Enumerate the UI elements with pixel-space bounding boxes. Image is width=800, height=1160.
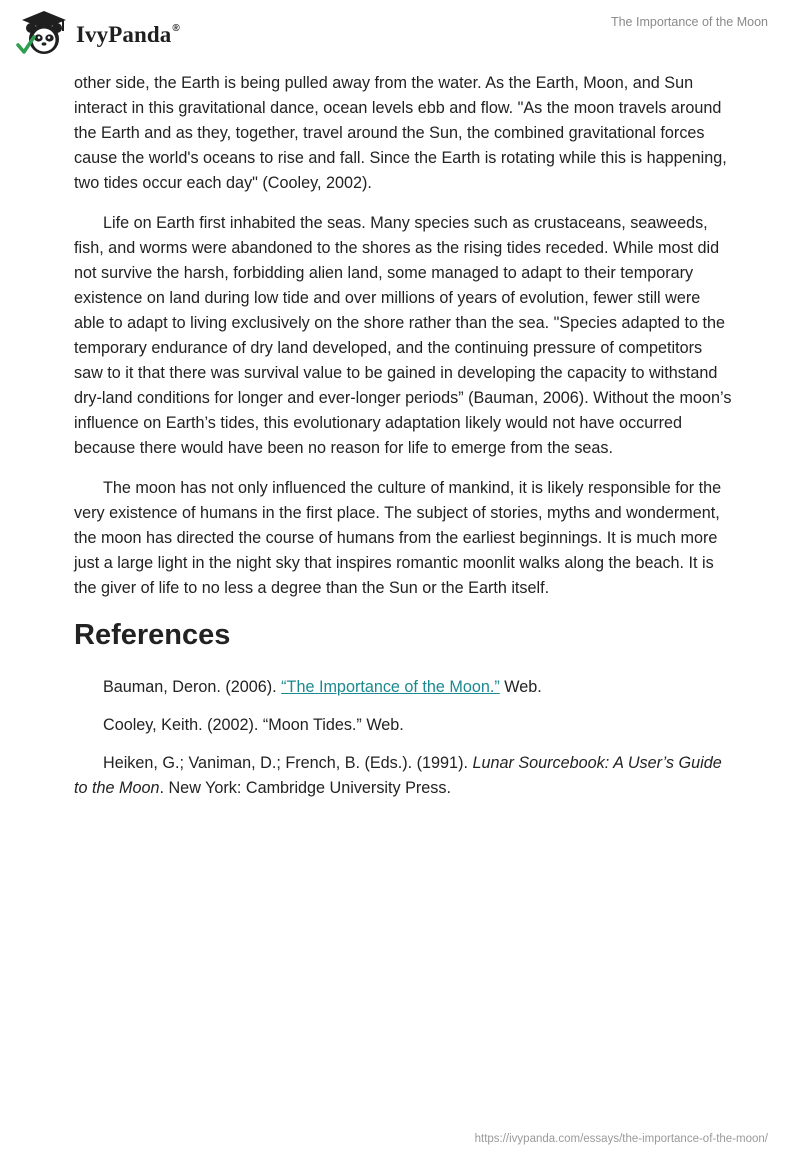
references-heading: References xyxy=(74,619,231,651)
reference-item-cooley: Cooley, Keith. (2002). “Moon Tides.” Web. xyxy=(103,716,404,734)
reference-text: Bauman, Deron. (2006). xyxy=(103,678,282,696)
logo-wordmark: IvyPanda® xyxy=(76,22,180,47)
body-paragraph-3: The moon has not only influenced the culture of mankind, it is likely responsible for the very existence of humans in the first place. The subject of stories, myths and wonderment, the moon has directed the course of humans from the earliest beginnings. It is much more just a large light in the night sky that inspires romantic moonlit walks along the beach. It is the giver of life to no less a degree than the Sun or the Earth itself. xyxy=(74,479,722,597)
body-paragraph-1: other side, the Earth is being pulled away from the water. As the Earth, Moon, and Sun interact in this gravitational dance, ocean levels ebb and flow. "As the moon travels around the Earth and as they, together, travel around the Sun, the combined gravitational forces cause the world's oceans to rise and fall. Since the Earth is rotating while this is happening, two tides occur each day" (Cooley, 2002). xyxy=(74,74,727,192)
reference-book-title: Lunar Sourcebook: A User’s Guide to the Moon xyxy=(74,754,722,797)
body-paragraph-2: Life on Earth first inhabited the seas. Many species such as crustaceans, seaweeds, fish, and worms were abandoned to the shores as the rising tides receded. While most did not survive the harsh, forbidding alien land, some managed to adapt to their temporary existence on land during low tide and over millions of years of evolution, fewer still were able to adapt to living exclusively on the shore rather than the sea. "Species adapted to the temporary endurance of dry land developed, and the continuing pressure of competitors saw to it that there was survival value to be gained in developing the capacity to withstand dry-land conditions for longer and ever-longer periods” (Bauman, 2006). Without the moon’s influence on Earth’s tides, this evolutionary adaptation likely would not have occurred because there would have been no reason for life to emerge from the seas. xyxy=(74,214,732,457)
page-header xyxy=(0,0,800,60)
essay-body xyxy=(74,71,734,814)
reference-text: . New York: Cambridge University Press. xyxy=(159,779,451,797)
reference-item-heiken xyxy=(74,751,734,801)
page-url: https://ivypanda.com/essays/the-importance-of-the-moon/ xyxy=(474,1133,768,1145)
site-logo[interactable] xyxy=(14,9,204,57)
reference-link-importance-of-the-moon[interactable]: “The Importance of the Moon.” xyxy=(281,678,500,696)
reference-text: Web. xyxy=(499,678,542,696)
document-title: The Importance of the Moon xyxy=(610,15,768,29)
reference-text: Heiken, G.; Vaniman, D.; French, B. (Eds.). (1991). xyxy=(103,754,473,772)
panda-graduate-icon xyxy=(14,9,74,57)
reference-item-bauman xyxy=(74,675,734,700)
